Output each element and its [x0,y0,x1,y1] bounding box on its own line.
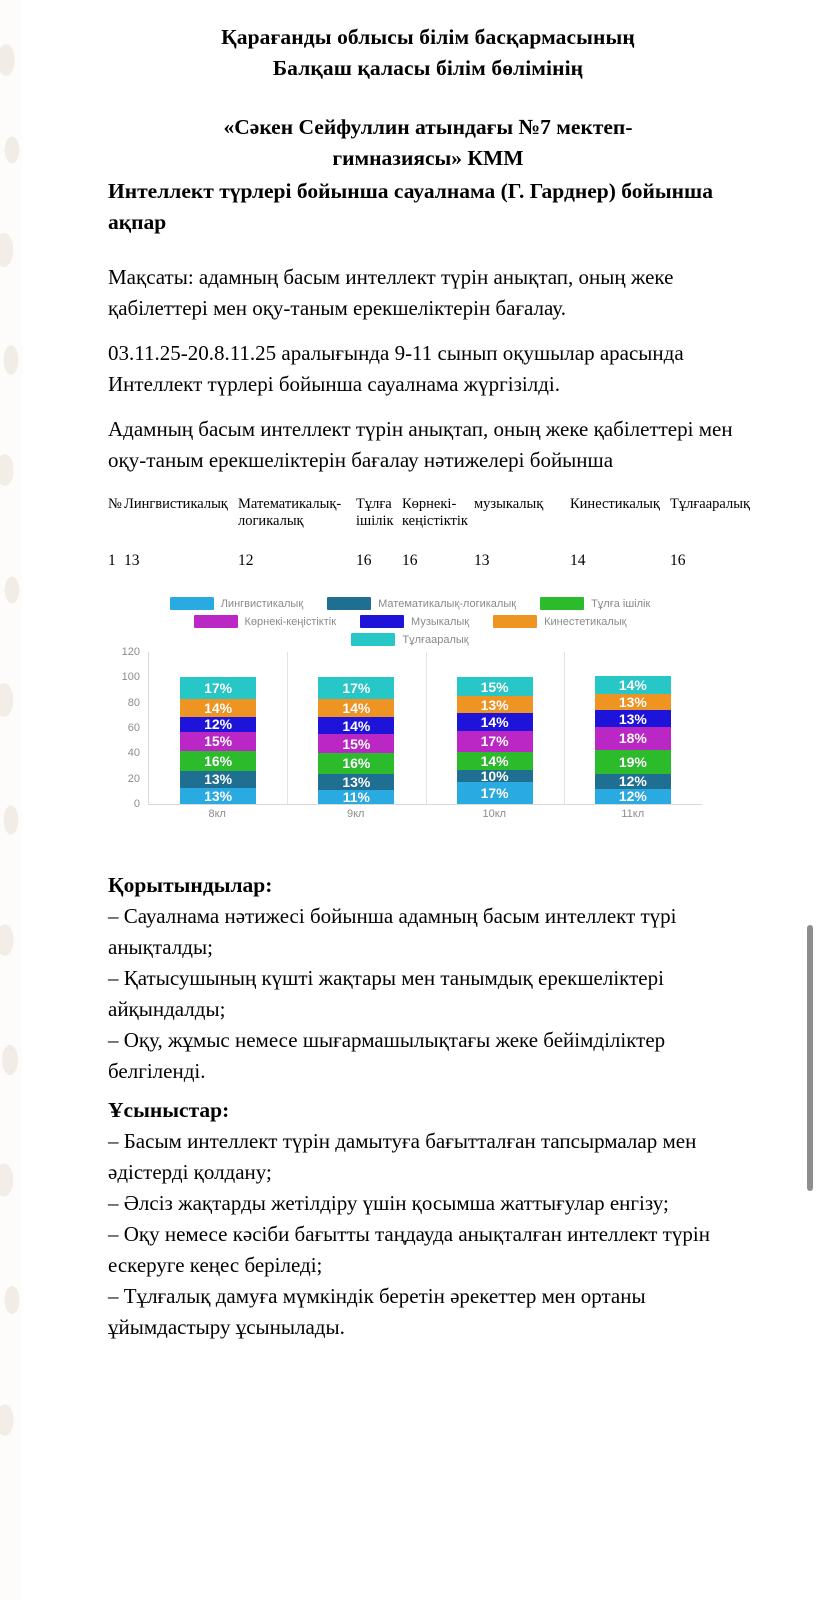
chart-bar-segment: 15% [180,732,256,751]
chart-bar-segment: 14% [318,717,394,735]
legend-swatch-icon [327,597,371,610]
report-section-title: Интеллект түрлері бойынша сауалнама (Г. Гарднер) бойынша ақпар [108,179,713,234]
recommendations-heading: Ұсыныстар: [108,1098,230,1122]
table-row [108,534,756,569]
chart-legend-row [140,633,680,646]
chart-y-tick-label: 0 [133,798,140,810]
results-table [108,496,756,569]
recommendation-item-3: – Оқу немесе кәсіби бағытты таңдауда анықталған интеллект түрін ескеруге кеңес беріледі; [108,1222,710,1277]
cell-math: 12 [238,552,254,569]
chart-plot-wrapper [110,646,710,820]
chart-bar-segment: 11% [318,790,394,804]
chart-bar-segment: 12% [595,789,671,804]
chart-legend-item[interactable] [360,615,469,628]
chart-bar-group [149,652,287,804]
column-header-intrapersonal: Тұлға ішілік [356,496,394,529]
page-scrollbar-thumb[interactable] [807,925,813,1191]
chart-bar-segment: 14% [457,713,533,731]
chart-legend-label: Көрнекі-кеңістіктік [244,615,337,628]
chart-bar-segment: 14% [457,752,533,770]
chart-x-tick-label: 9кл [347,808,365,820]
chart-bar-group [287,652,425,804]
column-header-linguistic: Лингвистикалық [124,496,228,512]
chart-bar-segment: 19% [595,750,671,774]
chart-y-tick-label: 80 [127,696,140,709]
chart-bar-segment: 13% [457,696,533,712]
chart-x-tick-label: 10кл [482,808,507,820]
conclusions-heading: Қорытындылар: [108,873,273,897]
period-paragraph: 03.11.25-20.8.11.25 аралығында 9-11 сынып оқушылар арасында Интеллект түрлері бойынша сауалнама жүргізілді. [108,341,684,396]
chart-legend-item[interactable] [351,633,468,646]
conclusion-item-1: – Сауалнама нәтижесі бойынша адамның басым интеллект түрі анықталды; [108,904,677,959]
chart-legend-item[interactable] [540,597,650,610]
recommendation-item-4: – Тұлғалық дамуға мүмкіндік беретін әрекеттер мен ортаны ұйымдастыру ұсынылады. [108,1284,646,1339]
chart-bar-segment: 17% [318,677,394,699]
cell-visual: 16 [402,552,418,569]
chart-bar-segment: 12% [595,774,671,789]
chart-bar-segment: 13% [595,694,671,710]
results-intro-paragraph: Адамның басым интеллект түрін анықтап, оның жеке қабілеттері мен оқу-таным ерекшеліктерін бағалау нәтижелері бойынша [108,417,733,472]
column-header-interpersonal: Тұлғааралық [670,496,750,512]
chart-legend-item[interactable] [327,597,516,610]
chart-y-tick-label: 40 [127,747,140,760]
chart-bar-group [426,652,564,804]
cell-kinesthetic: 14 [570,552,586,569]
legend-swatch-icon [540,597,584,610]
chart-bar-segment: 14% [595,676,671,694]
chart-y-tick-label: 60 [127,722,140,734]
page-title-line-1: Қарағанды облысы білім басқармасының [221,25,635,49]
column-header-no: № [108,496,122,512]
chart-legend-label: Тұлғааралық [402,633,469,646]
cell-interpersonal: 16 [670,552,686,569]
chart-stacked-bar[interactable] [318,677,394,804]
chart-gridline [287,652,288,804]
chart-plot-area [148,652,702,805]
chart-legend-row [140,597,680,610]
document-content [108,0,748,1343]
chart-gridline [564,652,565,804]
chart-y-tick-label: 100 [121,671,140,684]
legend-swatch-icon [360,615,404,628]
cell-musical: 13 [474,552,490,569]
chart-bar-segment: 13% [180,771,256,787]
recommendation-item-2: – Әлсіз жақтарды жетілдіру үшін қосымша жаттығулар енгізу; [108,1191,669,1215]
chart-bar-segment: 13% [318,774,394,790]
column-header-visual: Көрнекі-кеңістіктік [402,496,468,529]
chart-y-tick-label: 20 [127,772,140,785]
chart-bar-segment: 15% [457,677,533,696]
chart-legend [140,591,680,646]
chart-bar-segment: 16% [318,753,394,773]
chart-legend-row [140,615,680,628]
chart-x-tick-label: 11кл [621,808,645,820]
legend-swatch-icon [493,615,537,628]
chart-bar-segment: 17% [180,677,256,699]
chart-legend-item[interactable] [170,597,303,610]
chart-y-tick-label: 120 [121,646,140,658]
legend-swatch-icon [194,615,238,628]
chart-bar-segment: 17% [457,782,533,804]
recommendation-item-1: – Басым интеллект түрін дамытуға бағытталған тапсырмалар мен әдістерді қолдану; [108,1129,697,1184]
purpose-paragraph: Мақсаты: адамның басым интеллект түрін анықтап, оның жеке қабілеттері мен оқу-таным ерекшеліктерін бағалау. [108,265,674,320]
chart-bar-segment: 13% [595,710,671,726]
chart-bar-segment: 14% [318,699,394,717]
chart-legend-label: Лингвистикалық [220,597,304,610]
cell-linguistic: 13 [124,552,140,569]
chart-bar-segment: 15% [318,734,394,753]
chart-bar-segment: 14% [180,699,256,717]
legend-swatch-icon [351,633,395,646]
chart-x-tick-label: 8кл [208,808,226,820]
column-header-musical: музыкалық [474,496,544,512]
chart-bar-segment: 18% [595,727,671,750]
chart-stacked-bar[interactable] [595,676,671,804]
chart-legend-item[interactable] [194,615,337,628]
conclusion-item-2: – Қатысушының күшті жақтары мен танымдық ерекшеліктері айқындалды; [108,966,664,1021]
chart-bar-segment: 10% [457,770,533,783]
intelligence-types-stacked-bar-chart [110,591,710,856]
chart-legend-item[interactable] [493,615,626,628]
chart-bar-segment: 16% [180,751,256,771]
chart-stacked-bar[interactable] [457,677,533,804]
school-name [108,84,748,174]
school-name-line-2: гимназиясы» КММ [332,146,524,170]
school-name-line-1: «Сәкен Сейфуллин атындағы №7 мектеп- [223,115,633,139]
column-header-kinesthetic: Кинестикалық [570,496,660,512]
chart-bar-segment: 13% [180,788,256,804]
chart-bar-group [564,652,702,804]
chart-legend-label: Тұлға ішілік [591,597,651,610]
legend-swatch-icon [170,597,214,610]
conclusion-item-3: – Оқу, жұмыс немесе шығармашылықтағы жеке бейімділіктер белгіленді. [108,1028,666,1083]
table-header-row [108,496,756,534]
chart-gridline [426,652,427,804]
cell-no: 1 [108,552,116,569]
chart-bar-segment: 12% [180,717,256,732]
page-scrollbar-track[interactable] [807,0,813,1600]
chart-x-axis [148,808,702,820]
chart-legend-label: Музыкалық [411,615,470,628]
page-title [108,0,748,84]
chart-legend-label: Кинестетикалық [544,615,627,628]
chart-legend-label: Математикалық-логикалық [378,597,517,610]
column-header-math: Математикалық-логикалық [238,496,342,529]
chart-bar-segment: 17% [457,731,533,753]
chart-y-axis [110,646,144,810]
chart-stacked-bar[interactable] [180,677,256,804]
page-title-line-2: Балқаш қаласы білім бөлімінің [272,56,584,80]
cell-intrapersonal: 16 [356,552,372,569]
